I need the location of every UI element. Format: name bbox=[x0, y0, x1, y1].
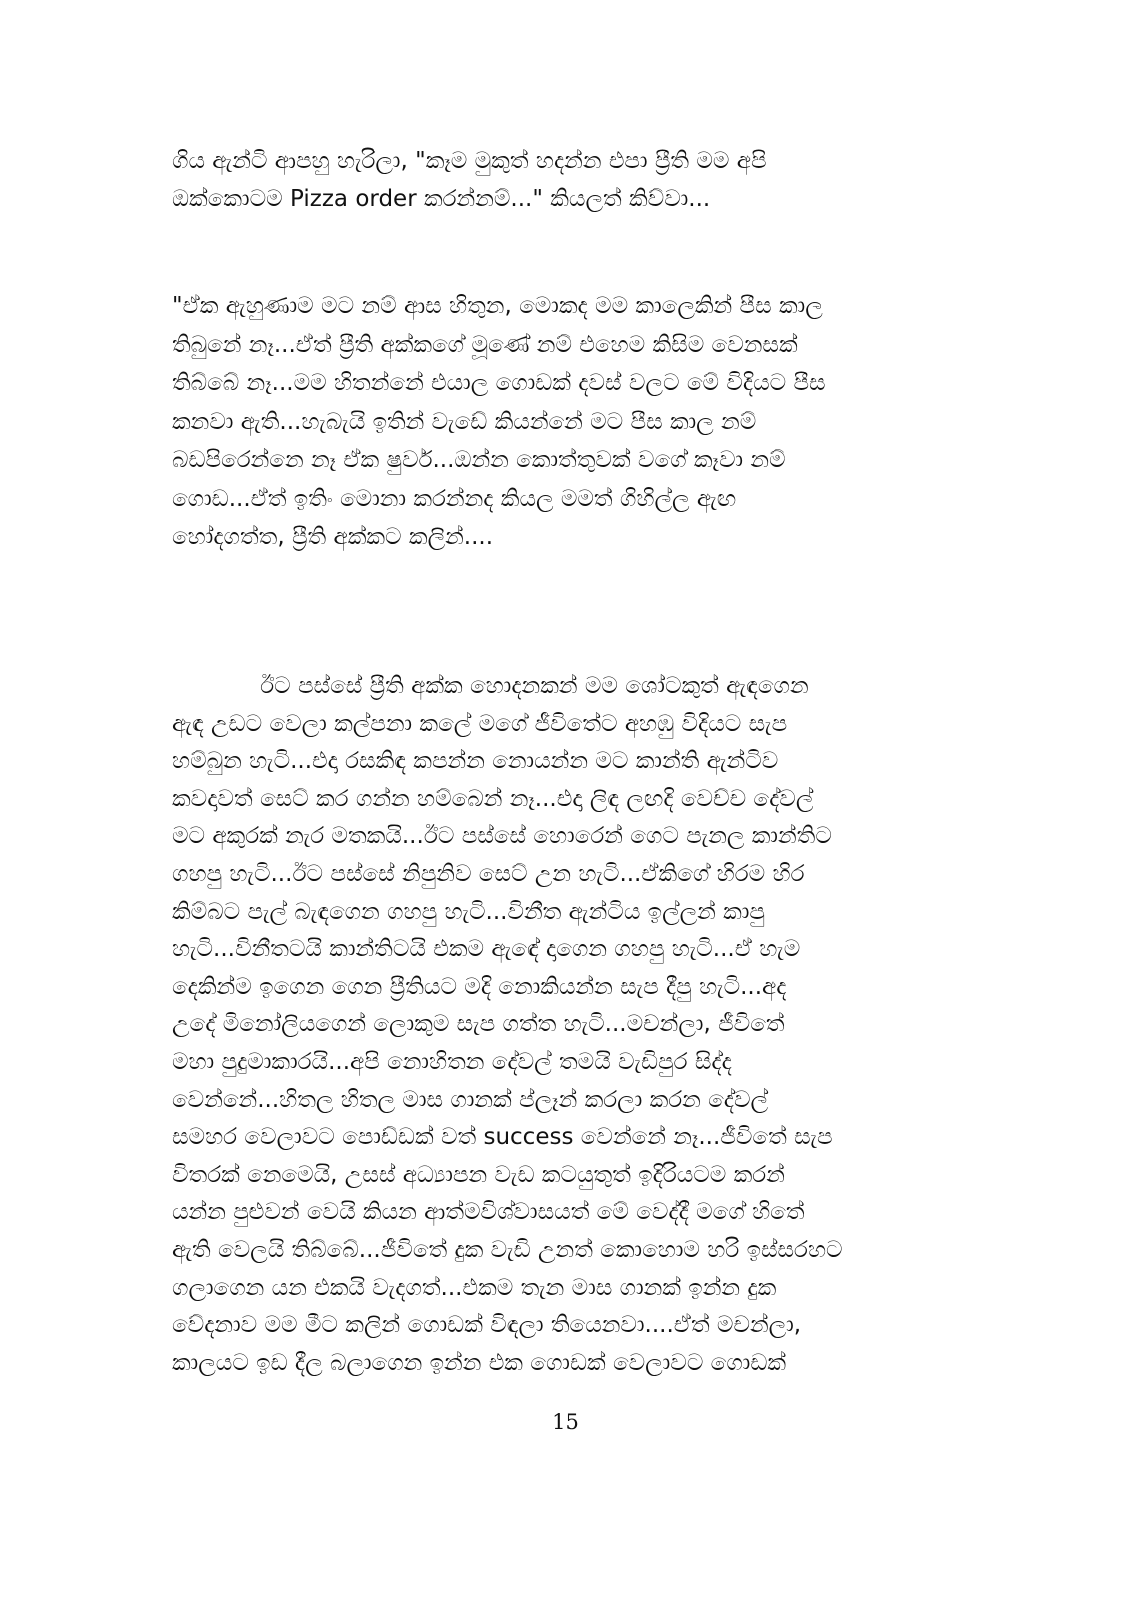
text-line: බඩපිරෙන්නෙ නෑ ඒක ෂුවර්...ඔන්න කොත්තුවක් වගේ කෑවා නම් bbox=[172, 447, 786, 473]
text-line: හැටි...විනීතටයි කාන්තිටයි එකම ඇඳේ දාගෙන ගහපු හැටි...ඒ හැම bbox=[172, 936, 801, 963]
text-line: ඔක්කොටම Pizza order කරන්නම්..." කියලත් කිව්වා... bbox=[172, 186, 711, 213]
text-line: ඇඳ උඩට වෙලා කල්පනා කලේ මගේ ජීවිතේට අහඹු විදියට සැප bbox=[172, 710, 788, 737]
text-line: යන්න පුළුවන් වෙයි කියන ආත්මවිශ්වාසයත් මේ වෙද්දී මගේ හිතේ bbox=[172, 1199, 805, 1226]
text-line: තිබ්බේ නෑ...මම හිතන්නේ එයාල ගොඩක් දවස් වලට මේ විදියට පීස bbox=[172, 370, 826, 396]
text-line: මහා පුදුමාකාරයි...අපි නොහිතන දේවල් තමයි වැඩිපුර සිද්ද bbox=[172, 1048, 732, 1075]
text-line: විතරක් නෙමෙයි, උසස් අධ්‍යාපන වැඩ කටයුතුත් ඉදිරියටම කරන් bbox=[172, 1161, 785, 1188]
text-line: ඊට පස්සේ ප්‍රීති අක්ක හොදනකන් මම ශෝටකුත් ඇඳගෙන bbox=[260, 673, 809, 699]
text-line: දෙකින්ම ඉගෙන ගෙන ප්‍රීතියට මදි නොකියන්න සැප දීපු හැටි...අද bbox=[172, 973, 787, 1000]
text-line: ගහපු හැටි...ඊට පස්සේ නිපුනිව සෙට් උන හැටි...ඒකිගේ හිරම හිර bbox=[172, 860, 805, 887]
text-line: මට අකුරක් නැර මතකයි...ඊට පස්සේ හොරෙන් ගෙට පැනල කාන්තිට bbox=[172, 823, 832, 850]
text-line: හෝදගත්ත, ප්‍රීති අක්කට කලින්.... bbox=[172, 524, 494, 550]
text-line: කනවා ඇති...හැබැයි ඉතින් වැඩේ කියන්නේ මට පීස කාල නම් bbox=[172, 408, 757, 435]
text-line: හම්බුන හැටි...එදා රසකිඳ කපන්න නොයන්න මට කාන්ති ඇන්ටිව bbox=[172, 748, 779, 775]
text-line: තිබුනේ නෑ...ඒත් ප්‍රීති අක්කගේ මූණේ නම් එහෙම කිසිම වෙනසක් bbox=[172, 331, 798, 358]
text-line: කවදාවත් සෙට් කර ගන්න හම්බෙන් නෑ...එදා ලිඳ ලඟදි වෙච්ච දේවල් bbox=[172, 785, 814, 812]
text-line: ගොඩ...ඒත් ඉතිං මොනා කරන්නද කියල මමත් ගිහිල්ල ඇඟ bbox=[172, 485, 737, 512]
text-line: ගිය ඇන්ටි ආපහු හැරිලා, "කෑම මුකුත් හදන්න එපා ප්‍රීති මම අපි bbox=[172, 148, 767, 174]
text-line: වෙන්නේ...හිතල හිතල මාස ගානක් ප්ලෑන් කරලා කරන දේවල් bbox=[172, 1086, 769, 1113]
page-number: 15 bbox=[552, 1410, 579, 1434]
text-line: කිම්බට පැල් බැඳගෙන ගහපු හැටි...විනීත ඇන්ටිය ඉල්ලන් කාපු bbox=[172, 898, 765, 925]
text-line: ඇති වෙලයි තිබ්බේ...ජීවිතේ දුක වැඩි උනත් කොහොම හරි ඉස්සරහට bbox=[172, 1236, 843, 1263]
text-line: ගලාගෙන යන එකයි වැදගත්...එකම තැන මාස ගානක් ඉන්න දුක bbox=[172, 1274, 777, 1301]
text-line: උදේ මිනෝලියගෙන් ලොකුම සැප ගත්ත හැටි...මචන්ලා, ජීවිතේ bbox=[172, 1011, 785, 1038]
text-line: කාලයට ඉඩ දීල බලාගෙන ඉන්න එක ගොඩක් වෙලාවට ගොඩක් bbox=[172, 1349, 787, 1376]
text-line: සමහර වෙලාවට පොඩ්ඩක් වත් success වෙන්නේ නෑ...ජීවිතේ සැප bbox=[172, 1124, 833, 1151]
paragraph-2 bbox=[172, 287, 972, 557]
paragraph-3 bbox=[172, 668, 972, 1382]
text-line: "ඒක ඇහුණාම මට නම් ආස හිතුන, මොකද මම කාලෙකින් පීස කාල bbox=[172, 293, 823, 319]
text-line: වේදනාව මම මීට කලින් ගොඩක් විඳලා තියෙනවා....ඒත් මචන්ලා, bbox=[172, 1312, 802, 1339]
paragraph-1 bbox=[172, 142, 972, 219]
